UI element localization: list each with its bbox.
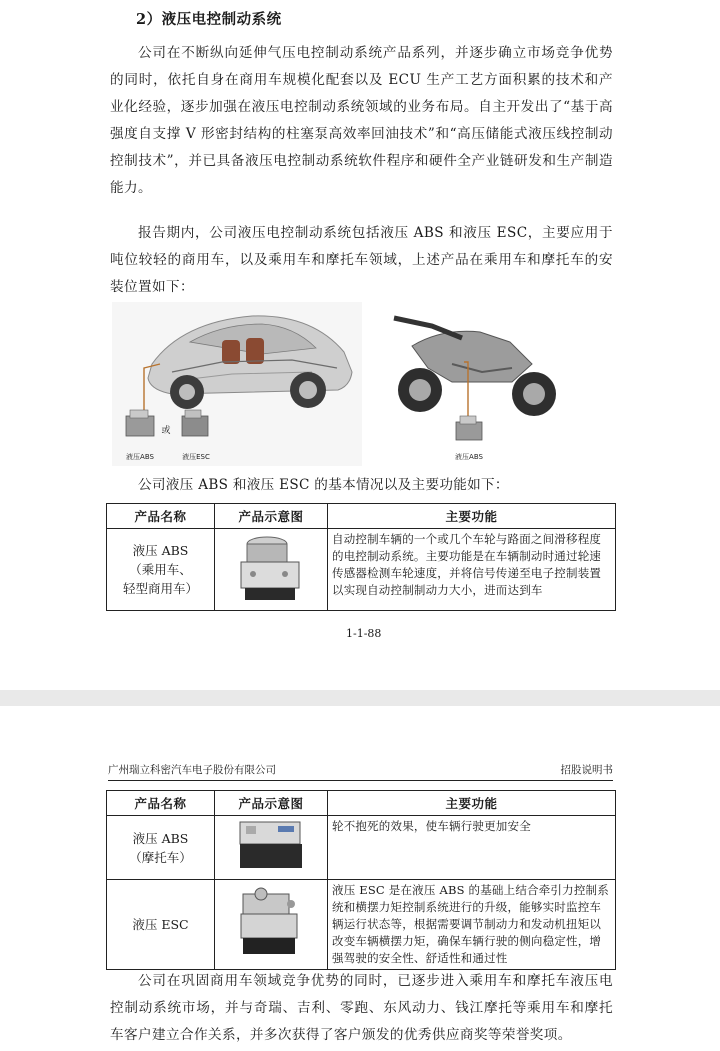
document-type: 招股说明书 <box>560 764 613 776</box>
product-name-cell <box>107 529 215 611</box>
table-row <box>107 880 616 970</box>
moto-abs-label: 液压ABS <box>455 453 483 461</box>
product-image-cell <box>215 816 328 880</box>
col-header-product-name: 产品名称 <box>107 504 215 529</box>
section-heading: 2）液压电控制动系统 <box>136 11 282 28</box>
car-abs-label: 液压ABS <box>126 453 154 461</box>
paragraph-market-expansion: 公司在巩固商用车领域竞争优势的同时，已逐步进入乘用车和摩托车液压电控制动系统市场，并与奇瑞、吉利、零跑、东风动力、钱江摩托等乘用车和摩托车客户建立合作关系，并多次获得了客户颁发的优秀供应商奖等荣誉奖项。 <box>110 973 613 1043</box>
paragraph-intro: 公司在不断纵向延伸气压电控制动系统产品系列，并逐步确立市场竞争优势的同时，依托自身在商用车规模化配套以及 ECU 生产工艺方面积累的技术和产业化经验，逐步加强在液压电控制动系统领域的业务布局。自主开发出了“基于高强度自支撑 V 形密封结构的柱塞泵高效率回油技术”和“高压储能式液压线控制动控制技术”，并已具备液压电控制动系统软件程序和硬件全产业链研发和生产制造能力。 <box>110 45 613 196</box>
paragraph-reporting-period: 报告期内，公司液压电控制动系统包括液压 ABS 和液压 ESC，主要应用于吨位较轻的商用车，以及乘用车和摩托车领域，上述产品在乘用车和摩托车的安装位置如下： <box>110 225 613 295</box>
col-header-product-image: 产品示意图 <box>215 504 328 529</box>
esc-module-image <box>231 884 311 962</box>
product-name-cell <box>107 880 215 970</box>
col-header-main-function: 主要功能 <box>328 504 616 529</box>
product-function-cell: 自动控制车辆的一个或几个车轮与路面之间滑移程度的电控制动系统。主要功能是在车辆制动时通过轮速传感器检测车轮速度，并将信号传递至电子控制装置以实现自动控制制动力大小，进而达到车 <box>328 529 616 611</box>
product-table-part2 <box>106 790 616 970</box>
installation-figure <box>112 302 612 466</box>
product-name-cell <box>107 816 215 880</box>
car-illustration <box>112 302 362 466</box>
product-name-sub: （摩托车） <box>129 849 192 865</box>
moto-abs-module-image <box>232 816 310 876</box>
product-name-sub: （乘用车、 <box>129 562 192 577</box>
col-header-main-function: 主要功能 <box>328 791 616 816</box>
product-function-cell: 轮不抱死的效果，使车辆行驶更加安全 <box>328 816 616 880</box>
product-name: 液压 ESC <box>132 917 189 932</box>
motorcycle-illustration <box>382 302 612 466</box>
product-name: 液压 ABS <box>132 543 189 558</box>
product-name: 液压 ABS <box>132 830 189 846</box>
car-esc-label: 液压ESC <box>182 453 210 461</box>
table-row <box>107 816 616 880</box>
abs-module-image <box>231 530 311 606</box>
table-caption: 公司液压 ABS 和液压 ESC 的基本情况以及主要功能如下： <box>138 477 509 493</box>
running-header <box>108 762 613 781</box>
table-header-row <box>107 504 616 529</box>
document-page-2 <box>0 706 720 1051</box>
product-image-cell <box>215 880 328 970</box>
page-number: 1-1-88 <box>346 627 382 640</box>
table-row <box>107 529 616 611</box>
product-table-part1 <box>106 503 616 611</box>
product-function-cell: 液压 ESC 是在液压 ABS 的基础上结合牵引力控制系统和横摆力矩控制系统进行的升级，能够实时监控车辆运行状态等，根据需要调节制动力和发动机扭矩以改变车辆横摆力矩，确保车辆行驶的侧向稳定性，增强驾驶的安全性、舒适性和通过性 <box>328 880 616 970</box>
product-image-cell <box>215 529 328 611</box>
company-name: 广州瑞立科密汽车电子股份有限公司 <box>108 764 276 776</box>
col-header-product-name: 产品名称 <box>107 791 215 816</box>
table-header-row <box>107 791 616 816</box>
or-label: 或 <box>161 426 171 436</box>
product-name-sub: 轻型商用车） <box>122 581 198 596</box>
col-header-product-image: 产品示意图 <box>215 791 328 816</box>
